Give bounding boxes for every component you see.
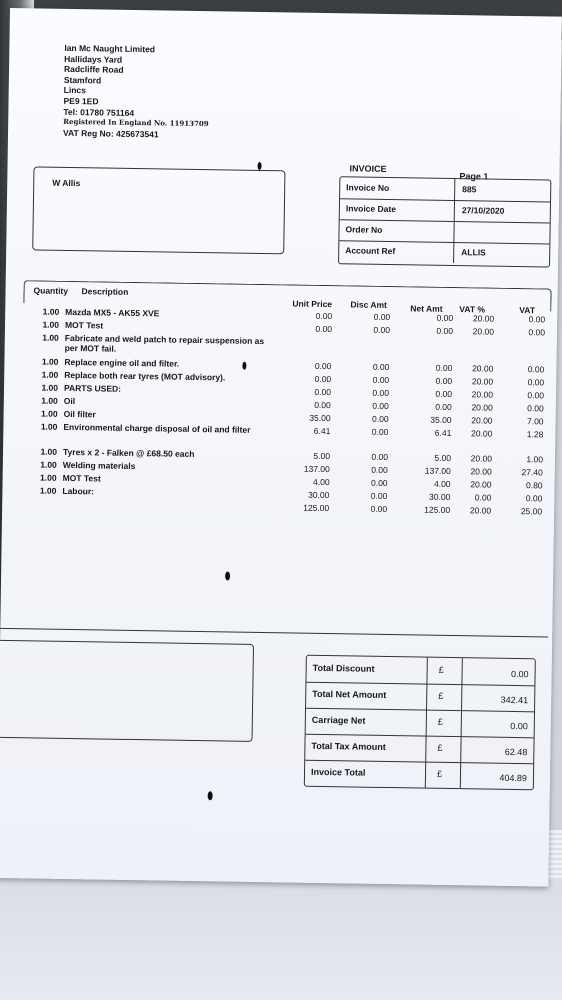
item-vat: 0.00 [528, 314, 546, 325]
item-disc-amt: 0.00 [373, 311, 391, 323]
header-net-amt: Net Amt [410, 303, 443, 314]
company-name: Ian Mc Naught Limited [64, 42, 156, 55]
divider [461, 684, 462, 710]
item-net-amt: 4.00 [433, 478, 451, 489]
item-vat: 0.80 [525, 480, 543, 491]
item-unit-price: 5.00 [313, 450, 331, 462]
item-net-amt: 35.00 [430, 414, 452, 425]
order-no-label: Order No [345, 224, 383, 235]
item-vat: 7.00 [526, 416, 544, 427]
item-description: PARTS USED: [63, 382, 122, 394]
item-vat-pct: 0.00 [474, 492, 492, 503]
item-vat-pct: 20.00 [471, 376, 494, 387]
item-qty: 1.00 [40, 459, 57, 470]
item-unit-price [280, 336, 332, 337]
item-vat-pct: 20.00 [471, 389, 494, 400]
item-vat-pct: 20.00 [470, 466, 492, 477]
item-net-amt: 0.00 [435, 401, 452, 412]
item-disc-amt: 0.00 [373, 324, 391, 336]
account-ref-row [339, 240, 549, 264]
header-disc-amt: Disc Amt [350, 299, 387, 310]
item-disc-amt: 0.00 [370, 477, 388, 488]
invoice-date-value: 27/10/2020 [461, 205, 505, 216]
item-description: MOT Test [62, 472, 101, 484]
account-ref-value: ALLIS [461, 247, 486, 258]
item-net-amt: 30.00 [429, 491, 451, 502]
item-disc-amt: 0.00 [371, 426, 389, 437]
item-vat: 0.00 [527, 364, 545, 375]
item-vat: 1.00 [526, 454, 544, 465]
footer-divider [0, 628, 548, 638]
item-qty: 1.00 [42, 319, 60, 330]
account-ref-label: Account Ref [345, 245, 396, 257]
divider [460, 736, 461, 762]
divider [461, 658, 462, 684]
address-postcode: PE9 1ED [63, 95, 99, 107]
customer-address-box [32, 166, 285, 254]
item-description: Oil [63, 395, 76, 407]
address-line-3: Stamford [63, 74, 102, 86]
item-disc-amt: 0.00 [372, 387, 390, 398]
total-discount-value: 0.00 [510, 668, 529, 680]
item-description: Mazda MX5 - AK55 XVE [65, 306, 160, 319]
item-vat: 0.00 [528, 327, 546, 338]
invoice-no-label: Invoice No [346, 182, 390, 193]
currency-symbol: £ [437, 716, 443, 727]
item-vat-pct: 20.00 [472, 313, 495, 324]
item-qty: 1.00 [42, 332, 59, 343]
item-vat: 25.00 [520, 506, 543, 517]
invoice-total-row [305, 760, 533, 790]
item-net-amt: 0.00 [435, 388, 453, 399]
item-description: Replace both rear tyres (MOT advisory). [64, 369, 226, 383]
item-vat: 1.28 [526, 429, 544, 440]
address-line-4: Lincs [63, 85, 86, 96]
item-disc-amt: 0.00 [372, 400, 389, 411]
item-qty: 1.00 [41, 395, 58, 406]
item-disc-amt: 0.00 [370, 490, 388, 501]
total-tax-label: Total Tax Amount [311, 740, 386, 752]
item-vat-pct: 20.00 [472, 326, 495, 337]
invoice-date-label: Invoice Date [345, 203, 397, 215]
item-net-amt: 5.00 [434, 452, 452, 463]
item-qty: 1.00 [41, 408, 58, 419]
item-net-amt: 0.00 [435, 362, 453, 373]
item-unit-price: 0.00 [314, 399, 331, 411]
item-unit-price: 0.00 [315, 310, 333, 322]
underlying-sheet [0, 880, 562, 1000]
divider [453, 242, 454, 263]
item-description: Tyres x 2 - Falken @ £68.50 each [62, 446, 195, 459]
item-disc-amt: 0.00 [371, 451, 389, 462]
item-disc-amt: 0.00 [372, 361, 390, 373]
item-description: Labour: [62, 485, 95, 497]
item-vat-pct [460, 339, 494, 340]
company-vat-reg: VAT Reg No: 425673541 [62, 127, 159, 140]
item-unit-price: 4.00 [312, 476, 330, 488]
totals-box [304, 655, 536, 791]
item-description: MOT Test [64, 319, 104, 331]
total-tax-value: 62.48 [504, 746, 528, 758]
item-unit-price: 0.00 [315, 323, 333, 335]
item-disc-amt: 0.00 [370, 503, 388, 514]
header-quantity: Quantity [33, 285, 69, 296]
ink-smudge [257, 162, 261, 170]
currency-symbol: £ [436, 768, 443, 779]
address-line-1: Hallidays Yard [64, 53, 123, 65]
ink-smudge [225, 571, 230, 580]
currency-symbol: £ [438, 690, 444, 701]
divider [426, 658, 427, 684]
item-qty: 1.00 [40, 472, 57, 483]
header-description: Description [81, 286, 129, 297]
item-disc-amt: 0.00 [371, 413, 389, 424]
item-unit-price: 30.00 [308, 489, 330, 501]
item-vat: 0.00 [527, 390, 545, 401]
item-disc-amt: 0.00 [372, 374, 390, 386]
item-vat-pct: 20.00 [470, 479, 492, 490]
carriage-net-value: 0.00 [510, 720, 528, 732]
divider [454, 179, 455, 200]
invoice-title: INVOICE [349, 163, 387, 174]
notes-box [0, 640, 254, 742]
item-qty: 1.00 [41, 382, 59, 393]
divider [461, 710, 462, 736]
divider [453, 221, 454, 242]
header-unit-price: Unit Price [292, 298, 333, 310]
item-qty: 1.00 [41, 356, 59, 367]
item-vat: 0.00 [525, 493, 543, 504]
item-unit-price: 0.00 [314, 386, 332, 398]
divider [460, 762, 461, 788]
item-net-amt [415, 338, 453, 339]
item-vat-pct: 20.00 [472, 363, 494, 374]
company-registration: Registered In England No. 11913709 [63, 117, 209, 129]
item-vat-pct: 20.00 [471, 428, 493, 439]
item-net-amt: 6.41 [434, 427, 452, 438]
item-net-amt: 137.00 [424, 465, 451, 476]
divider [454, 200, 455, 221]
total-net-label: Total Net Amount [312, 688, 387, 700]
item-description: Fabricate and weld patch to repair suspension as per MOT fail. [64, 332, 265, 354]
item-qty: 1.00 [40, 421, 58, 432]
invoice-total-value: 404.89 [499, 772, 528, 784]
address-line-2: Radcliffe Road [63, 64, 124, 75]
customer-name: W Allis [52, 177, 81, 189]
invoice-total-label: Invoice Total [310, 766, 366, 778]
item-vat-pct: 20.00 [469, 505, 492, 516]
total-net-value: 342.41 [500, 694, 529, 706]
page-number: Page 1 [459, 171, 489, 182]
divider [425, 736, 426, 762]
item-unit-price: 137.00 [303, 463, 330, 475]
item-unit-price: 0.00 [314, 373, 332, 385]
invoice-details-box [338, 176, 551, 267]
item-net-amt: 0.00 [436, 312, 454, 323]
item-description: Replace engine oil and filter. [64, 356, 180, 369]
currency-symbol: £ [437, 742, 443, 753]
item-unit-price: 6.41 [313, 425, 331, 437]
header-vat: VAT [519, 305, 536, 316]
item-net-amt: 125.00 [424, 504, 451, 515]
item-disc-amt [350, 337, 390, 338]
item-qty: 1.00 [39, 485, 57, 496]
item-qty: 1.00 [42, 306, 60, 317]
carriage-net-label: Carriage Net [311, 714, 366, 726]
item-vat-pct: 20.00 [471, 402, 493, 413]
divider [426, 684, 427, 710]
invoice-sheet [0, 8, 562, 887]
company-header [63, 43, 210, 141]
item-description: Oil filter [63, 408, 96, 420]
total-discount-label: Total Discount [312, 662, 375, 674]
currency-symbol: £ [438, 664, 444, 675]
item-disc-amt: 0.00 [371, 464, 388, 475]
item-unit-price: 35.00 [309, 412, 331, 424]
invoice-no-value: 885 [462, 184, 477, 195]
item-vat: 27.40 [521, 467, 543, 478]
item-net-amt: 0.00 [435, 375, 453, 386]
item-qty [20, 498, 56, 499]
header-vat-pct: VAT % [459, 304, 486, 315]
divider [426, 710, 427, 736]
item-vat-pct: 20.00 [470, 453, 493, 464]
item-description: Welding materials [62, 459, 136, 472]
divider [425, 762, 426, 788]
ink-smudge [208, 791, 213, 800]
item-unit-price: 0.00 [314, 360, 332, 372]
item-vat: 0.00 [527, 403, 544, 414]
item-net-amt: 0.00 [436, 325, 454, 336]
item-qty: 1.00 [41, 369, 59, 380]
item-vat-pct: 20.00 [471, 415, 493, 426]
item-qty: 1.00 [40, 446, 58, 457]
item-unit-price: 125.00 [303, 502, 330, 514]
company-tel: Tel: 01780 751164 [63, 106, 135, 118]
item-description: Environmental charge disposal of oil and filter [63, 421, 251, 435]
item-vat [505, 340, 545, 341]
item-vat: 0.00 [527, 377, 545, 388]
